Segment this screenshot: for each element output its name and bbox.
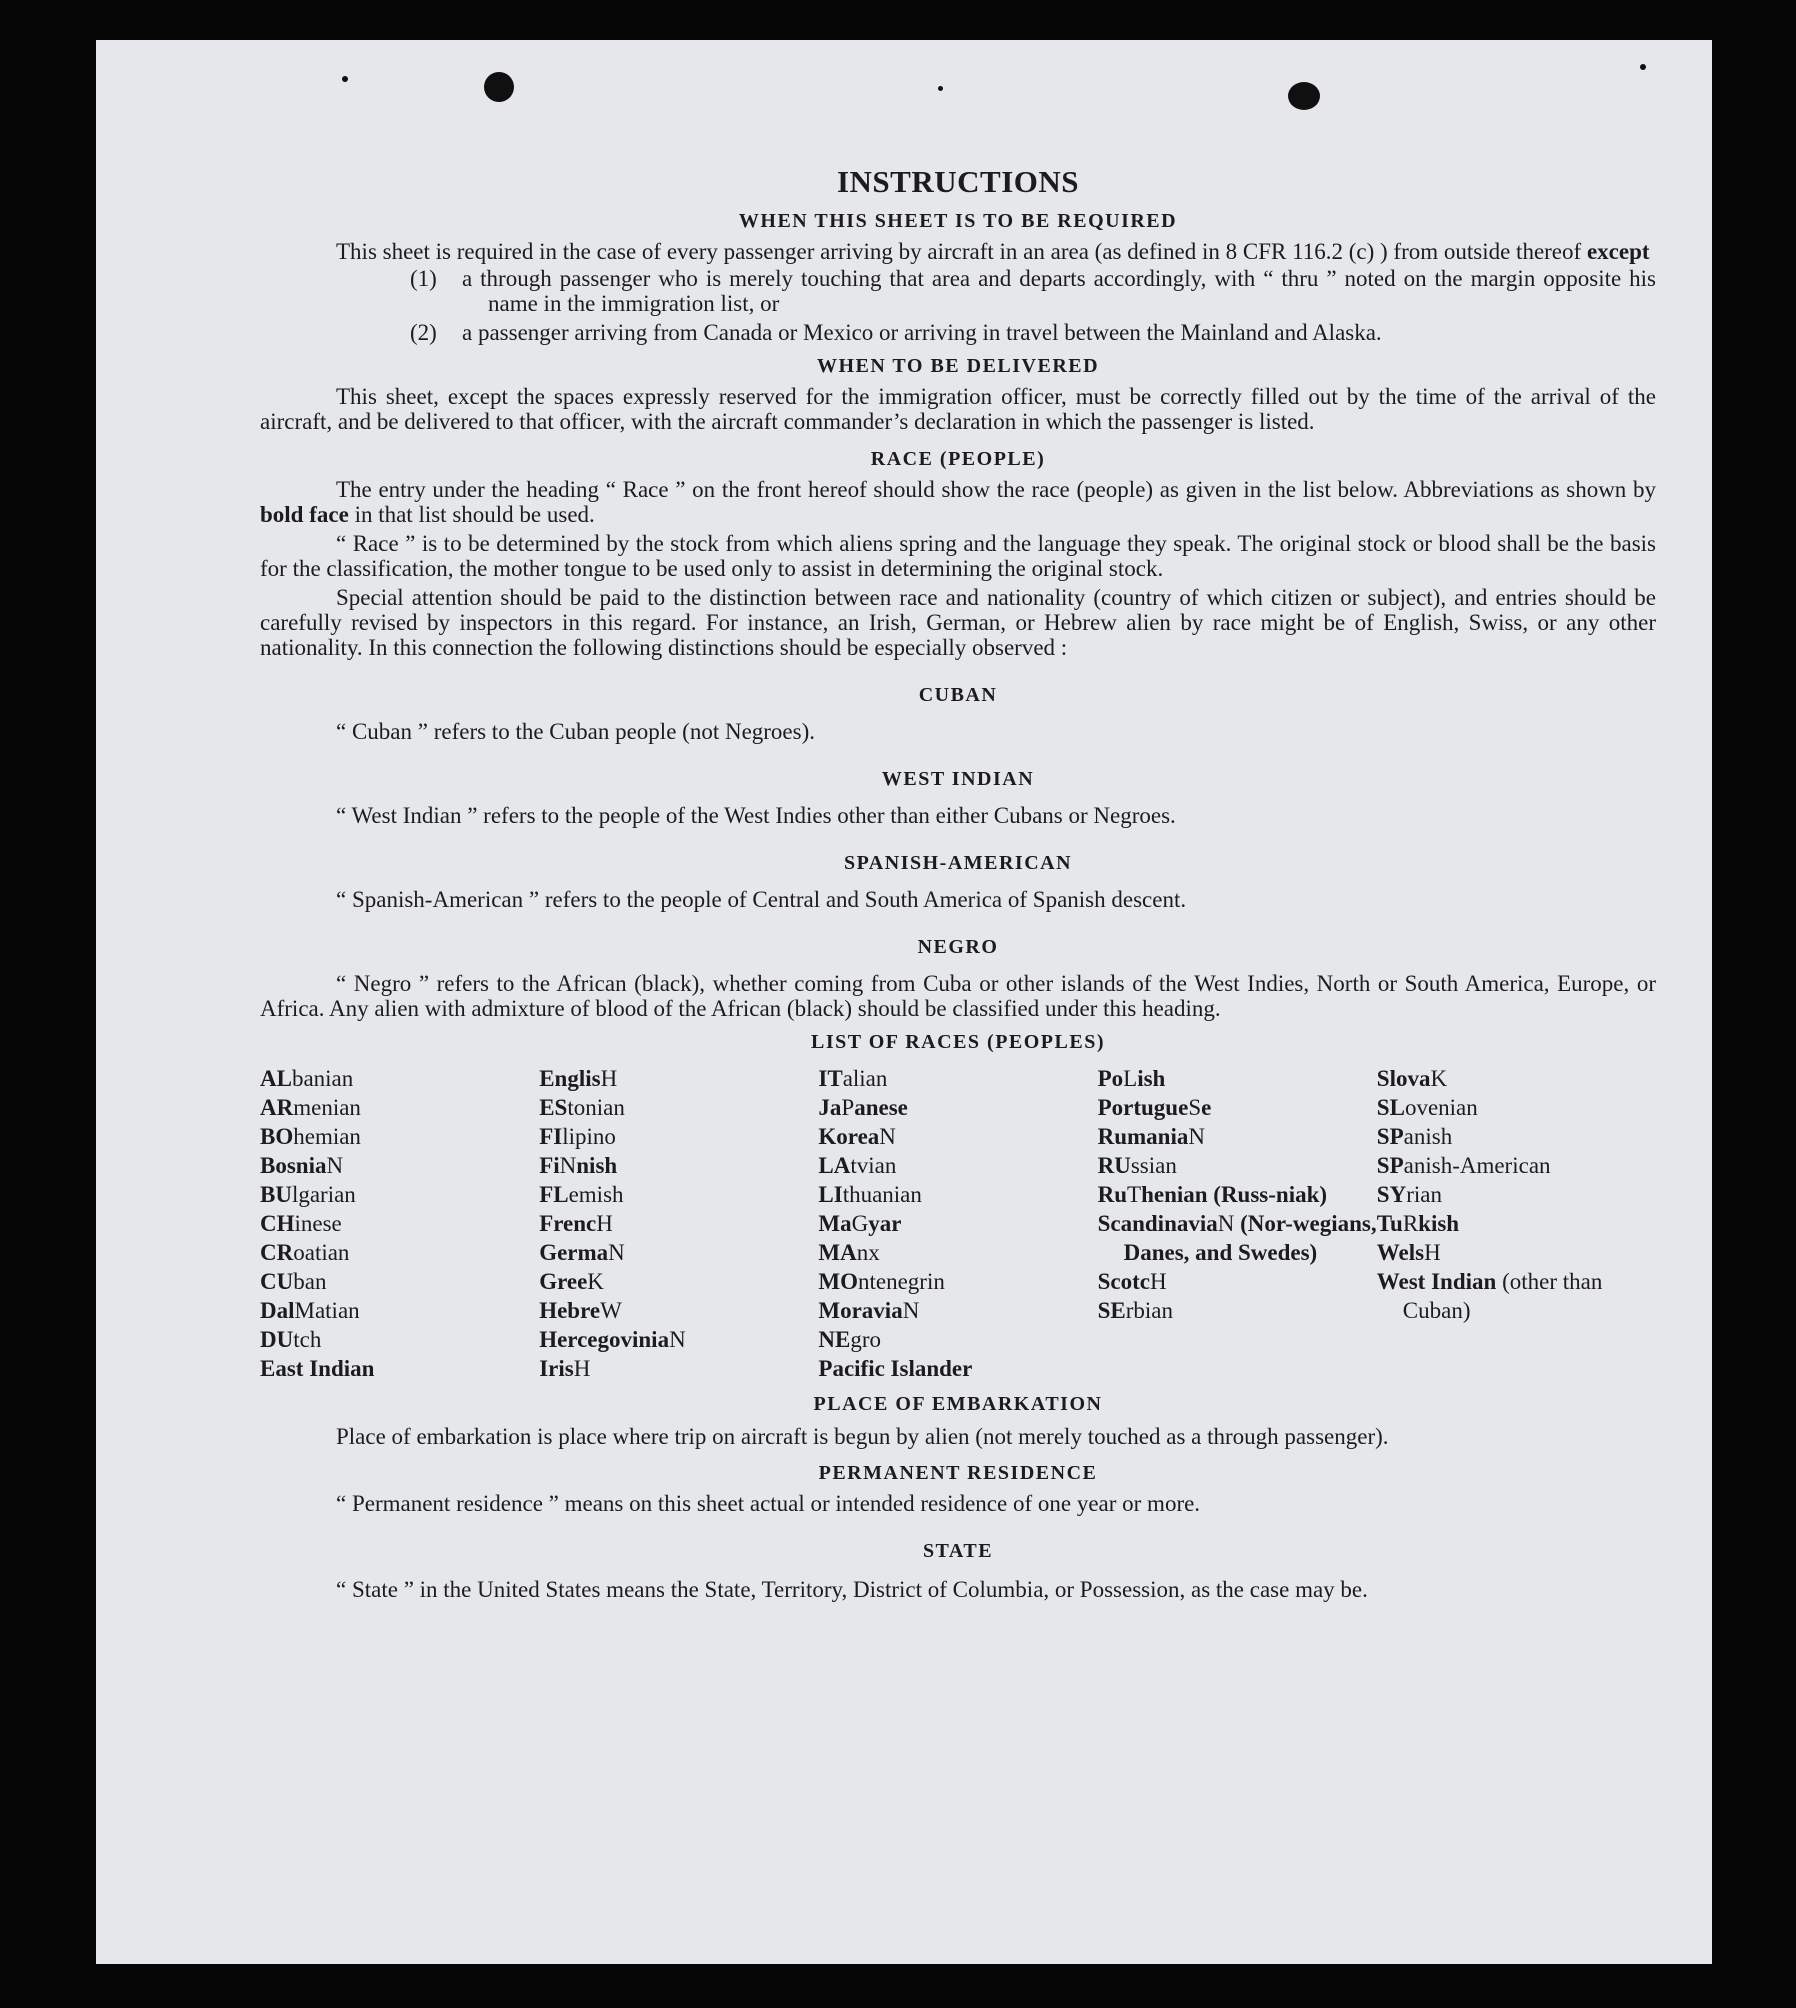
race-entry: EnglisH <box>539 1066 618 1091</box>
race-column <box>1098 1064 1377 1383</box>
race-entry: FrencH <box>539 1211 613 1236</box>
spanish-american-text: “ Spanish-American ” refers to the people of Central and South America of Spanish descent. <box>336 887 1187 912</box>
race-column <box>818 1064 1097 1383</box>
race-entry: RuThenian (Russ-niak) <box>1097 1182 1328 1207</box>
race-paragraph-3: Special attention should be paid to the distinction between race and nationality (country of which citizen or subject), and entries should be carefully revised by inspectors in this regard. For instance, an Irish, German, or Hebrew alien by race might be of English, Swiss, or any other nationality. In this connection the following distinctions should be especially observed : <box>260 585 1656 660</box>
race-entry: PoLish <box>1097 1066 1166 1091</box>
heading-west-indian: WEST INDIAN <box>881 768 1035 790</box>
race-entry: DUtch <box>260 1327 322 1352</box>
race-entry: NEgro <box>818 1327 882 1352</box>
heading-permanent-residence: PERMANENT RESIDENCE <box>818 1462 1098 1484</box>
exception-item-1: (1) a through passenger who is merely touching that area and departs accordingly, with “ thru ” noted on the margin opposite his name in the immigration list, or <box>410 266 1656 316</box>
race-entry: CUban <box>260 1269 327 1294</box>
race-entry: WelsH <box>1376 1240 1441 1265</box>
race-entry: MaGyar <box>818 1211 902 1236</box>
exception-item-2: (2) a passenger arriving from Canada or Mexico or arriving in travel between the Mainland and Alaska. <box>410 320 1382 345</box>
race-entry: HercegoviniaN <box>539 1327 686 1352</box>
race-column <box>260 1064 539 1383</box>
race-entry: SPanish <box>1376 1124 1453 1149</box>
race-entry: EStonian <box>539 1095 625 1120</box>
race-column <box>1377 1064 1656 1383</box>
race-entry: West Indian (other than Cuban) <box>1376 1269 1603 1323</box>
race-entry: LAtvian <box>818 1153 897 1178</box>
heading-list-of-races: LIST OF RACES (PEOPLES) <box>810 1031 1105 1053</box>
race-paragraph-2: “ Race ” is to be determined by the stock from which aliens spring and the language they speak. The original stock or blood shall be the basis for the classification, the mother tongue to be used only to assist in determining the original stock. <box>260 531 1656 581</box>
west-indian-text: “ West Indian ” refers to the people of the West Indies other than either Cubans or Negroes. <box>336 803 1176 828</box>
delivered-text: This sheet, except the spaces expressly reserved for the immigration officer, must be correctly filled out by the time of the arrival of the aircraft, and be delivered to that officer, with the aircraft commander’s declaration in which the passenger is listed. <box>260 384 1656 434</box>
race-entry: GermaN <box>539 1240 625 1265</box>
heading-spanish-american: SPANISH-AMERICAN <box>843 852 1073 874</box>
race-entry: HebreW <box>539 1298 622 1323</box>
race-entry: DalMatian <box>260 1298 360 1323</box>
heading-race: RACE (PEOPLE) <box>870 448 1046 470</box>
heading-when-delivered: WHEN TO BE DELIVERED <box>816 355 1100 377</box>
heading-state: STATE <box>922 1540 994 1562</box>
race-entry: FiNnish <box>539 1153 618 1178</box>
document-sheet <box>96 40 1712 1964</box>
race-entry: LIthuanian <box>818 1182 922 1207</box>
speck <box>938 86 943 91</box>
state-text: “ State ” in the United States means the State, Territory, District of Columbia, or Possession, as the case may be. <box>336 1577 1368 1602</box>
negro-text: “ Negro ” refers to the African (black), whether coming from Cuba or other islands of the West Indies, North or South America, Europe, or Africa. Any alien with admixture of blood of the African (black) should be classified under this heading. <box>260 971 1656 1021</box>
race-column <box>539 1064 818 1383</box>
race-entry: KoreaN <box>818 1124 896 1149</box>
race-entry: ScandinaviaN (Nor-wegians, Danes, and Swedes) <box>1097 1211 1377 1265</box>
race-entry: RUssian <box>1097 1153 1177 1178</box>
page-title: INSTRUCTIONS <box>836 164 1079 199</box>
race-entry: SYrian <box>1376 1182 1442 1207</box>
instructions-content <box>260 164 1656 1605</box>
race-entry: MoraviaN <box>818 1298 920 1323</box>
race-entry: BUlgarian <box>260 1182 356 1207</box>
race-entry: ARmenian <box>260 1095 361 1120</box>
race-entry: SlovaK <box>1376 1066 1448 1091</box>
race-entry: BOhemian <box>260 1124 361 1149</box>
race-entry: ALbanian <box>260 1066 354 1091</box>
residence-text: “ Permanent residence ” means on this sheet actual or intended residence of one year or more. <box>336 1491 1201 1516</box>
speck <box>342 76 348 82</box>
embarkation-text: Place of embarkation is place where trip on aircraft is begun by alien (not merely touched as a through passenger). <box>336 1424 1389 1449</box>
race-entry: MOntenegrin <box>818 1269 945 1294</box>
race-entry: FIlipino <box>539 1124 616 1149</box>
race-entry: RumaniaN <box>1097 1124 1205 1149</box>
race-entry: Pacific Islander <box>818 1356 973 1381</box>
punch-hole <box>1288 82 1320 110</box>
required-intro: This sheet is required in the case of every passenger arriving by aircraft in an area (as defined in 8 CFR 116.2 (c) ) from outside thereof except <box>336 239 1650 264</box>
race-entry: CHinese <box>260 1211 342 1236</box>
race-entry: MAnx <box>818 1240 880 1265</box>
heading-embarkation: PLACE OF EMBARKATION <box>813 1393 1103 1415</box>
race-paragraph-1: The entry under the heading “ Race ” on the front hereof should show the race (people) as given in the list below. Abbreviations as shown by bold face in that list should be used. <box>260 477 1656 527</box>
heading-negro: NEGRO <box>917 936 999 958</box>
race-entry: ScotcH <box>1097 1269 1167 1294</box>
race-entry: FLemish <box>539 1182 624 1207</box>
heading-cuban: CUBAN <box>918 684 998 706</box>
race-entry: IrisH <box>539 1356 591 1381</box>
speck <box>1640 64 1646 70</box>
race-list <box>260 1064 1656 1383</box>
race-entry: East Indian <box>260 1356 375 1381</box>
race-entry: PortugueSe <box>1097 1095 1212 1120</box>
punch-hole <box>484 72 514 102</box>
heading-when-required: WHEN THIS SHEET IS TO BE REQUIRED <box>738 210 1178 232</box>
race-entry: CRoatian <box>260 1240 350 1265</box>
race-entry: GreeK <box>539 1269 604 1294</box>
race-entry: ITalian <box>818 1066 888 1091</box>
race-entry: TuRkish <box>1376 1211 1460 1236</box>
race-entry: SLovenian <box>1376 1095 1478 1120</box>
race-entry: SErbian <box>1097 1298 1173 1323</box>
race-entry: BosniaN <box>260 1153 344 1178</box>
race-entry: SPanish-American <box>1376 1153 1551 1178</box>
race-entry: JaPanese <box>818 1095 908 1120</box>
cuban-text: “ Cuban ” refers to the Cuban people (not Negroes). <box>336 719 816 744</box>
